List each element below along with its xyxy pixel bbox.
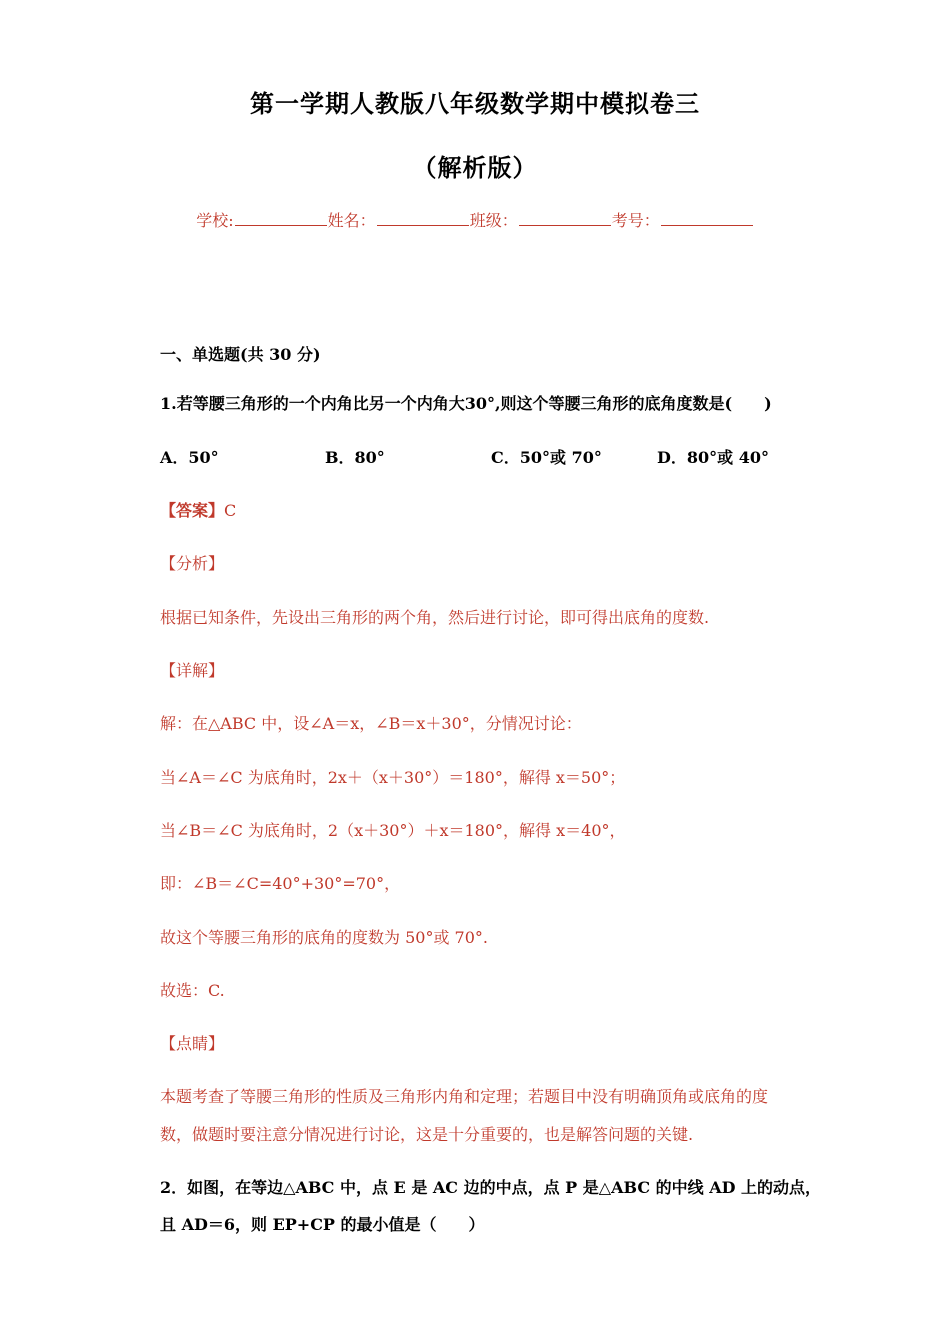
name-blank [377, 211, 469, 226]
class-blank [519, 211, 611, 226]
detail-line-1: 解：在△ABC 中，设∠A＝x，∠B＝x＋30°，分情况讨论： [160, 714, 582, 733]
detail-line-2: 当∠A＝∠C 为底角时，2x＋（x＋30°）＝180°，解得 x＝50°； [160, 768, 626, 787]
student-info-line [0, 208, 950, 231]
comment-line-2: 数，做题时要注意分情况进行讨论，这是十分重要的，也是解答问题的关键. [160, 1125, 694, 1144]
school-blank [235, 211, 327, 226]
q1-option-a: A．50° [160, 448, 219, 467]
q2-stem-line-2: 且 AD＝6，则 EP+CP 的最小值是（ ） [160, 1215, 485, 1234]
detail-line-6: 故选：C. [160, 981, 225, 1000]
comment-tag: 【点睛】 [160, 1034, 225, 1053]
name-label: 姓名： [327, 211, 376, 230]
page-title: 第一学期人教版八年级数学期中模拟卷三 [250, 89, 700, 118]
page-subtitle: （解析版） [412, 153, 538, 182]
analysis-tag: 【分析】 [160, 554, 225, 573]
detail-line-3: 当∠B＝∠C 为底角时，2（x＋30°）＋x＝180°，解得 x＝40°， [160, 821, 626, 840]
school-label: 学校: [196, 211, 234, 230]
section-heading: 一、单选题(共 30 分) [160, 345, 321, 364]
exam-no-blank [661, 211, 753, 226]
q1-stem: 1.若等腰三角形的一个内角比另一个内角大30°,则这个等腰三角形的底角度数是( ) [160, 394, 772, 413]
class-label: 班级： [469, 211, 518, 230]
analysis-text: 根据已知条件，先设出三角形的两个角，然后进行讨论，即可得出底角的度数. [160, 608, 710, 627]
q1-option-b: B．80° [325, 448, 385, 467]
detail-line-4: 即：∠B＝∠C=40°+30°=70°， [160, 874, 401, 893]
detail-tag: 【详解】 [160, 661, 225, 680]
answer-value: C [224, 501, 237, 520]
q1-option-c: C．50°或 70° [491, 448, 602, 467]
q1-option-d: D．80°或 40° [657, 448, 769, 467]
detail-line-5: 故这个等腰三角形的底角的度数为 50°或 70°. [160, 928, 488, 947]
answer-tag: 【答案】 [160, 501, 225, 520]
comment-line-1: 本题考查了等腰三角形的性质及三角形内角和定理；若题目中没有明确顶角或底角的度 [160, 1087, 769, 1106]
exam-no-label: 考号： [611, 211, 660, 230]
q1-answer-line [160, 498, 236, 521]
q2-stem-line-1: 2．如图，在等边△ABC 中，点 E 是 AC 边的中点，点 P 是△ABC 的中线 AD 上的动点， [160, 1178, 822, 1197]
